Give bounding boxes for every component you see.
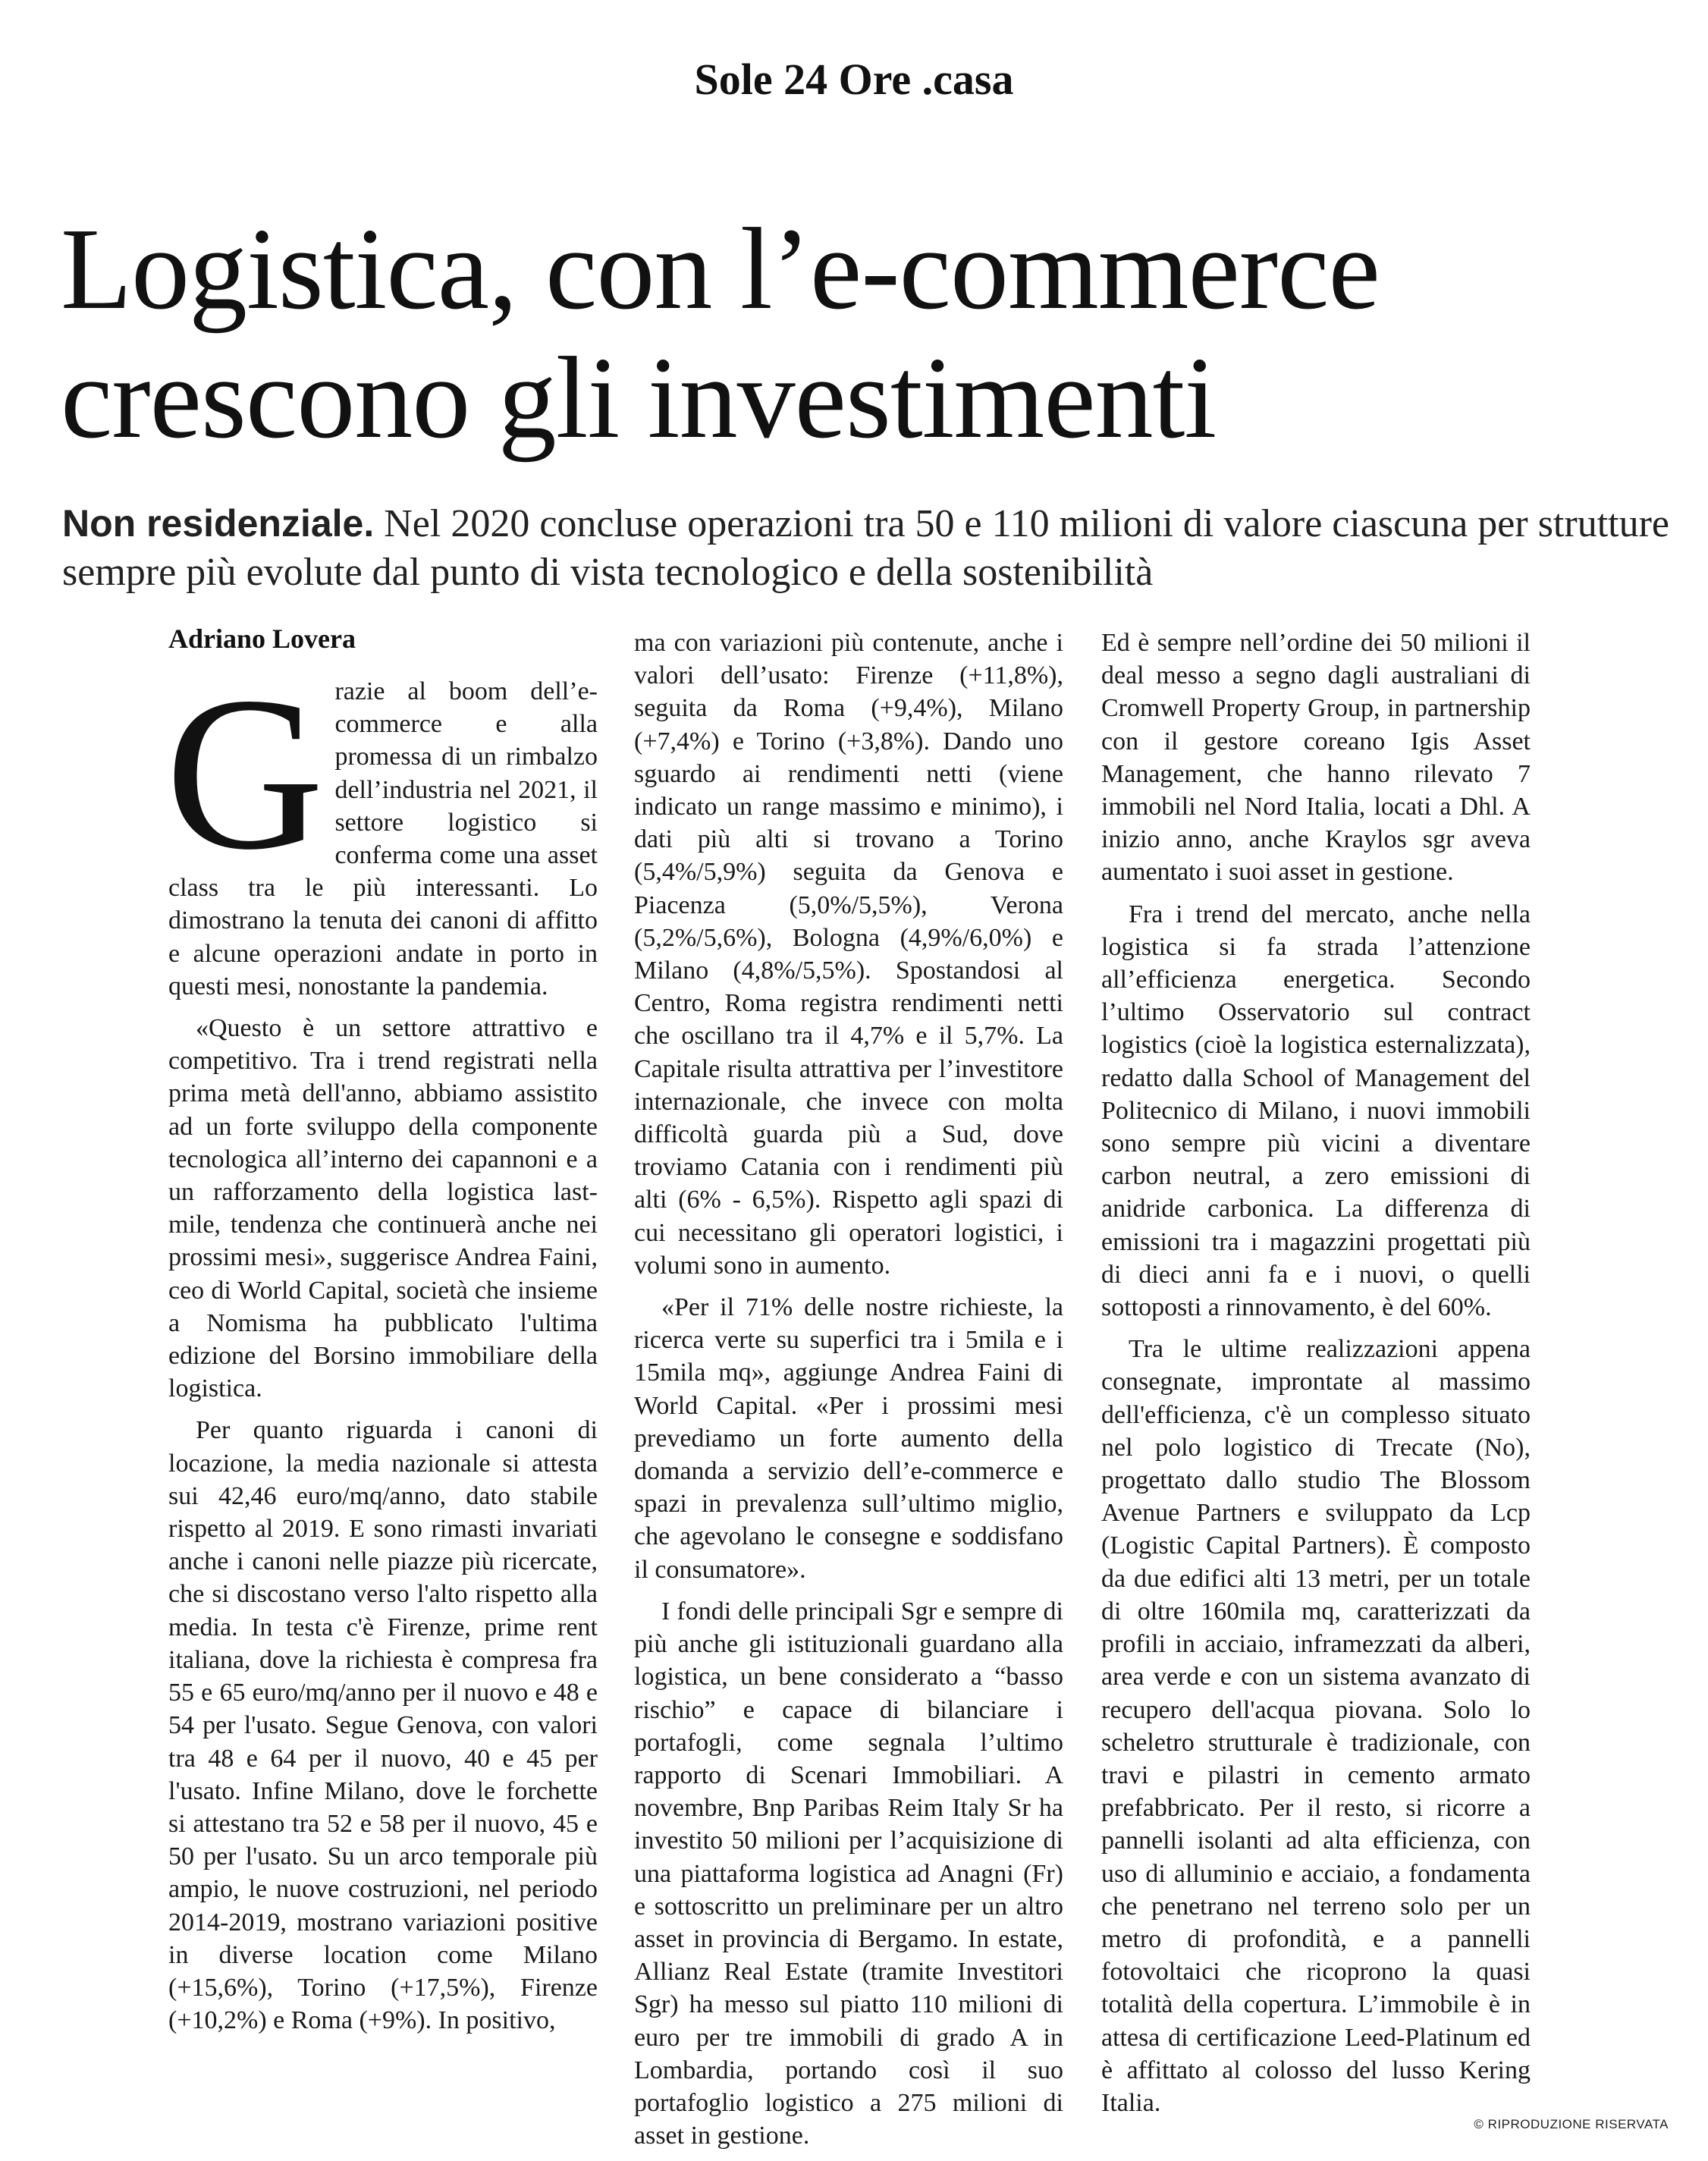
paragraph: Fra i trend del mercato, anche nella logistica si fa strada l’attenzione all’efficienza energetica. Secondo l’ultimo Osservatorio sul contract logistics (cioè la logistica esternalizzata), redatto dalla School of Management del Politecnico di Milano, i nuovi immobili sono sempre più vicini a diventare carbon neutral, a zero emissioni di anidride carbonica. La differenza di emissioni tra i magazzini progettati più di dieci anni fa e i nuovi, o quelli sottoposti a rinnovamento, è del 60%. xyxy=(1101,900,1531,1322)
article-title xyxy=(61,205,1669,463)
article-column-1 xyxy=(165,652,598,2046)
paragraph: ma con variazioni più contenute, anche i valori dell’usato: Firenze (+11,8%), seguita da Roma (+9,4%), Milano (+7,4%) e Torino (+3,8%). Dando uno sguardo ai rendimenti netti (viene indicato un range massimo e minimo), i dati più alti si trovano a Torino (5,4%/5,9%) seguita da Genova e Piacenza (5,0%/5,5%), Verona (5,2%/5,6%), Bologna (4,9%/6,0%) e Milano (4,8%/5,5%). Spostandosi al Centro, Roma registra rendimenti netti che oscillano tra il 4,7% e il 5,7%. La Capitale risulta attrattiva per l’investitore internazionale, che invece con molta difficoltà guarda più a Sud, dove troviamo Catania con i rendimenti più alti (6% - 6,5%). Rispetto agli spazi di cui necessitano gli operatori logistici, i volumi sono in aumento. xyxy=(634,629,1063,1280)
subtitle-text: Nel 2020 concluse operazioni tra 50 e 110 milioni di valore ciascuna per strutture sempre più evolute dal punto di vista tecnologico e della sostenibilità xyxy=(62,502,1669,594)
paragraph: razie al boom dell’e-commerce e alla promessa di un rimbalzo dell’industria nel 2021, il settore logistico si conferma come una asset class tra le più interessanti. Lo dimostrano la tenuta dei canoni di affitto e alcune operazioni andate in porto in questi mesi, nonostante la pandemia. xyxy=(168,677,598,1000)
article-subtitle xyxy=(62,499,1670,597)
article-column-3 xyxy=(1101,627,1531,2128)
title-line-2: crescono gli investimenti xyxy=(61,334,1217,463)
article-column-2 xyxy=(634,627,1063,2161)
subtitle-kicker: Non residenziale. xyxy=(62,502,375,545)
paragraph: I fondi delle principali Sgr e sempre di più anche gli istituzionali guardano alla logistica, un bene considerato a “basso rischio” e capace di bilanciare i portafogli, come segnala l’ultimo rapporto di Scenari Immobiliari. A novembre, Bnp Paribas Reim Italy Sr ha investito 50 milioni per l’acquisizione di una piattaforma logistica ad Anagni (Fr) e sottoscritto un preliminare per un altro asset in provincia di Bergamo. In estate, Allianz Real Estate (tramite Investitori Sgr) ha messo sul piatto 110 milioni di euro per tre immobili di grado A in Lombardia, portando così il suo portafoglio logistico a 275 milioni di asset in gestione. xyxy=(634,1597,1063,2150)
byline: Adriano Lovera xyxy=(168,623,356,654)
paragraph: Per quanto riguarda i canoni di locazione, la media nazionale si attesta sui 42,46 euro/mq/anno, dato stabile rispetto al 2019. E sono rimasti invariati anche i canoni nelle piazze più ricercate, che si discostano verso l'alto rispetto alla media. In testa c'è Firenze, prime rent italiana, dove la richiesta è compresa fra 55 e 65 euro/mq/anno per il nuovo e 48 e 54 per l'usato. Segue Genova, con valori tra 48 e 64 per il nuovo, 40 e 45 per l'usato. Infine Milano, dove le forchette si attestano tra 52 e 58 per il nuovo, 45 e 50 per l'usato. Su un arco temporale più ampio, le nuove costruzioni, nel periodo 2014-2019, mostrano variazioni positive in diverse location come Milano (+15,6%), Torino (+17,5%), Firenze (+10,2%) e Roma (+9%). In positivo, xyxy=(168,1416,598,2035)
title-line-1: Logistica, con l’e-commerce xyxy=(61,205,1380,334)
copyright-notice: © RIPRODUZIONE RISERVATA xyxy=(1474,2117,1669,2131)
paragraph: Tra le ultime realizzazioni appena consegnate, improntate al massimo dell'efficienza, c'è un complesso situato nel polo logistico di Trecate (No), progettato dallo studio The Blossom Avenue Partners e sviluppato da Lcp (Logistic Capital Partners). È composto da due edifici alti 13 metri, per un totale di oltre 160mila mq, caratterizzati da profili in acciaio, inframezzati da alberi, area verde e con un sistema avanzato di recupero dell'acqua piovana. Solo lo scheletro strutturale è tradizionale, con travi e pilastri in cemento armato prefabbricato. Per il resto, si ricorre a pannelli isolanti ad alta efficienza, con uso di alluminio e acciaio, a fondamenta che penetrano nel terreno solo per un metro di profondità, e a pannelli fotovoltaici che ricoprono la quasi totalità della copertura. L’immobile è in attesa di certificazione Leed-Platinum ed è affittato al colosso del lusso Kering Italia. xyxy=(1101,1335,1531,2117)
paragraph: Ed è sempre nell’ordine dei 50 milioni il deal messo a segno dagli australiani di Cromwell Property Group, in partnership con il gestore coreano Igis Asset Management, che hanno rilevato 7 immobili nel Nord Italia, locati a Dhl. A inizio anno, anche Kraylos sgr aveva aumentato i suoi asset in gestione. xyxy=(1101,629,1531,887)
drop-cap: G xyxy=(165,652,325,895)
paragraph: «Questo è un settore attrattivo e competitivo. Tra i trend registrati nella prima metà dell'anno, abbiamo assistito ad un forte sviluppo della componente tecnologica all’interno dei capannoni e a un rafforzamento della logistica last-mile, tendenza che continuerà anche nei prossimi mesi», suggerisce Andrea Faini, ceo di World Capital, società che insieme a Nomisma ha pubblicato l'ultima edizione del Borsino immobiliare della logistica. xyxy=(168,1014,598,1403)
paragraph: «Per il 71% delle nostre richieste, la ricerca verte su superfici tra i 5mila e i 15mila mq», aggiunge Andrea Faini di World Capital. «Per i prossimi mesi prevediamo un forte aumento della domanda a servizio dell’e-commerce e spazi in prevalenza sull’ultimo miglio, che agevolano le consegne e soddisfano il consumatore». xyxy=(634,1293,1063,1584)
masthead: Sole 24 Ore .casa xyxy=(694,55,1014,104)
